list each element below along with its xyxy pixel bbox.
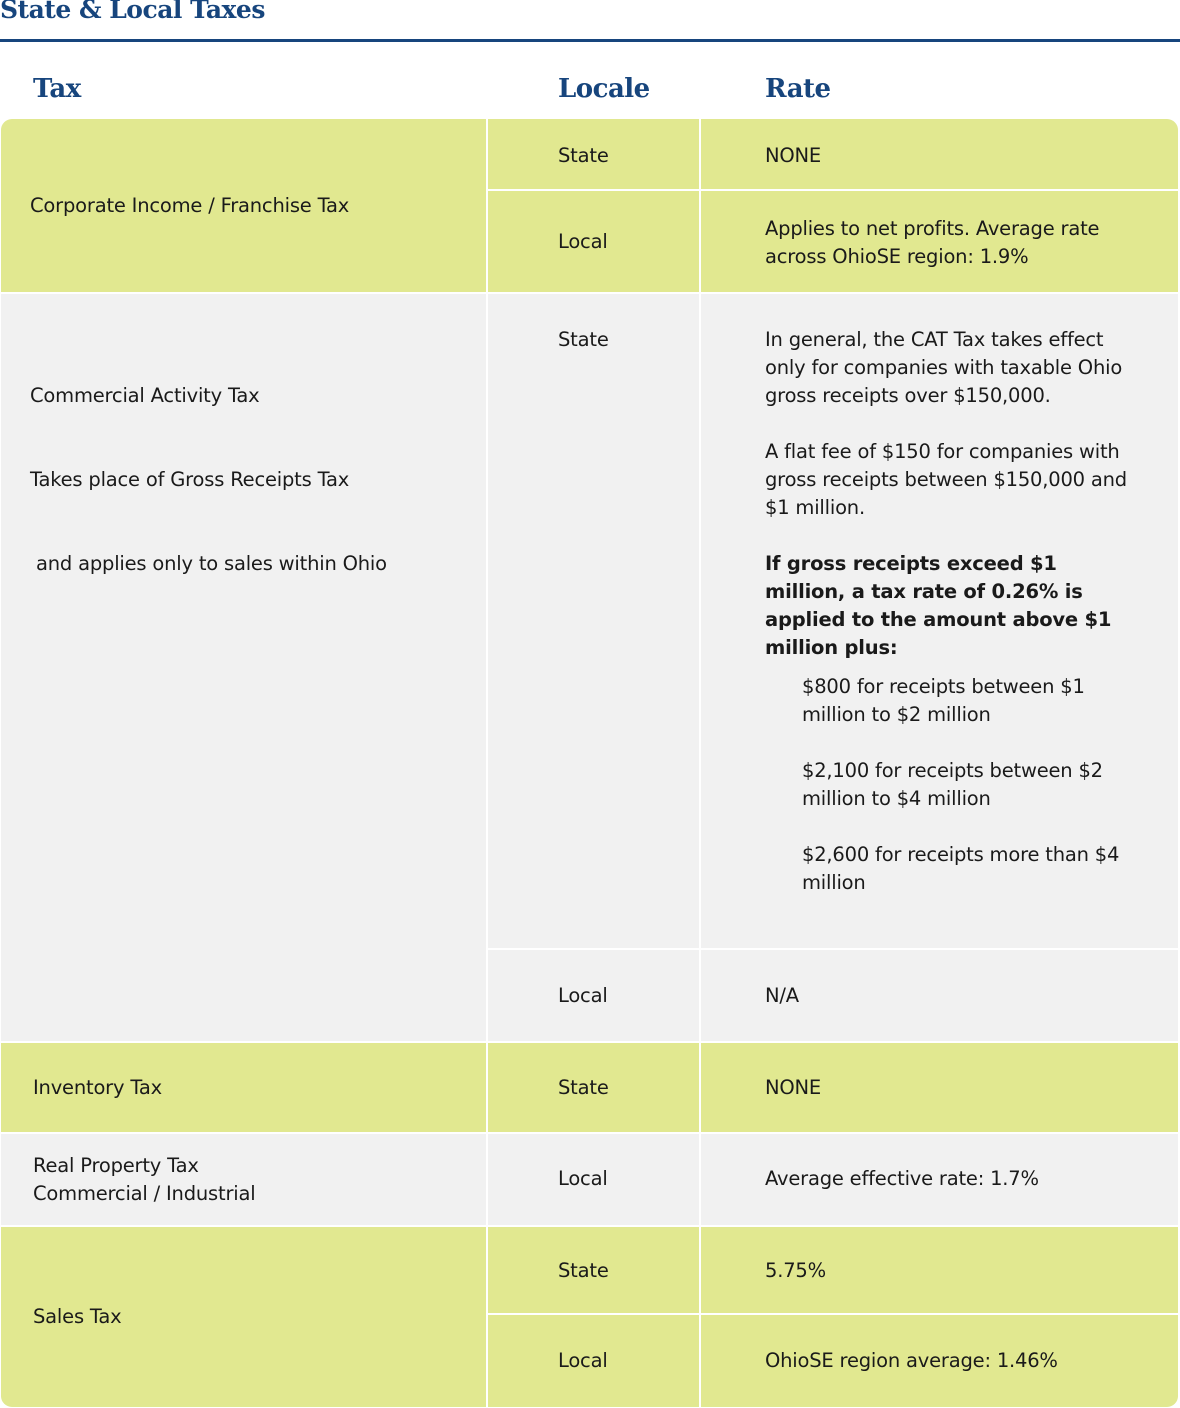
subrow-divider [487,948,1178,950]
cat-tier: $2,600 for receipts more than $4 million [802,843,1120,894]
row-divider [1,1225,1178,1227]
rate-cell: NONE [765,144,822,167]
rate-cell [765,326,1137,897]
subrow-divider [487,189,1178,191]
column-header-rate: Rate [765,74,831,104]
cat-tier: $2,100 for receipts between $2 million to $4 million [802,759,1103,810]
rate-cell [765,215,1099,271]
tax-name: Corporate Income / Franchise Tax [30,194,350,217]
column-divider [486,119,488,1407]
locale-cell: State [558,1259,609,1282]
row-divider [1,292,1178,294]
tax-table [1,119,1178,1407]
tax-name-line: Real Property Tax [33,1154,199,1177]
locale-cell: State [558,144,609,167]
locale-cell: Local [558,984,608,1007]
row-divider [1,1041,1178,1043]
locale-cell: Local [558,230,608,253]
tax-name-line: Takes place of Gross Receipts Tax [30,468,350,491]
row-divider [1,1132,1178,1134]
rate-line: Applies to net profits. Average rate [765,217,1100,240]
rate-cell: Average effective rate: 1.7% [765,1167,1039,1190]
rate-cell: OhioSE region average: 1.46% [765,1349,1058,1372]
tax-name-line: Commercial / Industrial [33,1182,256,1205]
cat-tier: $800 for receipts between $1 million to $2 million [802,675,1085,726]
column-header-tax: Tax [33,74,81,104]
row-sales-bg [1,1226,1178,1407]
tax-name: Sales Tax [33,1305,122,1328]
locale-cell: Local [558,1167,608,1190]
tax-name [30,326,387,634]
locale-cell: State [558,1076,609,1099]
subrow-divider [487,1313,1178,1315]
locale-cell: State [558,328,609,351]
cat-paragraph: In general, the CAT Tax takes effect only for companies with taxable Ohio gross receipts over $150,000. [765,328,1123,407]
tax-name: Inventory Tax [33,1076,162,1099]
cat-paragraph-bold: If gross receipts exceed $1 million, a tax rate of 0.26% is applied to the amount above $1 million plus: [765,552,1112,659]
cat-paragraph: A flat fee of $150 for companies with gross receipts between $150,000 and $1 million. [765,440,1127,519]
locale-cell: Local [558,1349,608,1372]
page-title: State & Local Taxes [0,0,265,24]
title-divider [0,39,1180,42]
tax-name [33,1152,255,1208]
tax-name-line: Commercial Activity Tax [30,384,260,407]
rate-cell: NONE [765,1076,822,1099]
column-header-locale: Locale [558,74,650,104]
rate-line: across OhioSE region: 1.9% [765,245,1029,268]
rate-cell: 5.75% [765,1259,826,1282]
tax-name-line: and applies only to sales within Ohio [30,552,387,575]
column-divider [699,119,701,1407]
rate-cell: N/A [765,984,799,1007]
